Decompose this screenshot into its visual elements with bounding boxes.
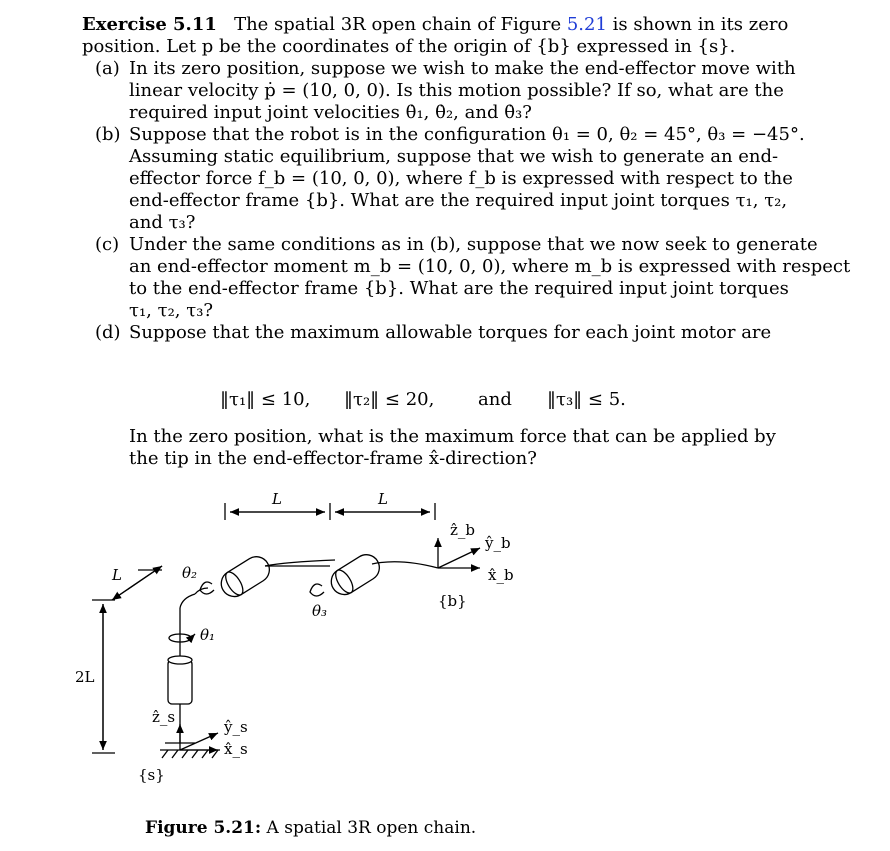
intro-line-2: position. Let p be the coordinates of the origin of {b} expressed in {s}. — [82, 36, 736, 57]
label-L-side: L — [112, 566, 122, 584]
torque-inequalities — [82, 389, 742, 413]
exercise-text — [82, 14, 851, 469]
label-yb: ŷ_b — [485, 534, 511, 552]
item-label: (a) — [95, 58, 120, 79]
item-c: (c) Under the same conditions as in (b), suppose that we now seek to generate an end-effector moment m_b = (10, 0, 0), where m_b is expressed with respect to the end-effector frame {b}. What are the required input joint torques τ₁, τ₂, τ₃? — [95, 234, 851, 321]
robot-figure — [60, 488, 680, 813]
top-dimension — [225, 490, 435, 520]
joint2-cylinder — [182, 552, 274, 602]
item-a: (a) In its zero position, suppose we wish to make the end-effector move with linear velocity ṗ = (10, 0, 0). Is this motion possible? If so, what are the required input joint velocities θ̇₁, θ̇₂, and θ̇₃? — [95, 58, 796, 123]
robot-base-link — [160, 594, 220, 758]
label-theta2: θ₂ — [182, 564, 198, 582]
tau1-limit: ‖τ₁‖ ≤ 10, — [220, 389, 311, 410]
joint1-rotation — [169, 626, 215, 644]
item-d: (d) Suppose that the maximum allowable torques for each joint motor are — [95, 322, 772, 343]
label-theta3: θ₃ — [312, 602, 328, 620]
item-b: (b) Suppose that the robot is in the configuration θ₁ = 0, θ₂ = 45°, θ₃ = −45°. Assuming static equilibrium, suppose that we wish to generate an end- effector force f_b = (10, 0, 0), where f_b is expressed with respect to the end-effector frame {b}. What are the required input joint torques τ₁, τ₂, and τ₃? — [95, 124, 805, 233]
final-question: In the zero position, what is the maximum force that can be applied by the tip in the end-effector-frame x̂-direction? — [129, 426, 776, 469]
label-L-2: L — [378, 490, 388, 508]
frame-b — [438, 521, 514, 610]
exercise-title: Exercise 5.11 — [82, 14, 217, 35]
item-label: (d) — [95, 322, 121, 343]
label-ys: ŷ_s — [224, 718, 248, 736]
item-label: (b) — [95, 124, 121, 145]
label-xb: x̂_b — [488, 566, 514, 584]
shoulder-offset-dimension — [111, 566, 162, 600]
label-theta1: θ₁ — [200, 626, 216, 644]
tau3-limit: ‖τ₃‖ ≤ 5. — [547, 389, 626, 410]
figure-caption — [145, 818, 476, 838]
link-1-curve — [265, 560, 335, 566]
frame-s — [138, 708, 248, 784]
caption-text: A spatial 3R open chain. — [261, 818, 477, 838]
intro-line-1: Exercise 5.11 The spatial 3R open chain of Figure 5.21 is shown in its zero — [82, 14, 789, 35]
label-zb: ẑ_b — [450, 521, 476, 539]
label-b-frame: {b} — [438, 592, 467, 610]
label-xs: x̂_s — [224, 740, 248, 758]
label-s-frame: {s} — [138, 766, 165, 784]
label-zs: ẑ_s — [152, 708, 176, 726]
label-2L: 2L — [75, 668, 95, 686]
height-dimension — [75, 600, 115, 753]
and-word: and — [478, 389, 512, 410]
label-L-1: L — [272, 490, 282, 508]
tau2-limit: ‖τ₂‖ ≤ 20, — [344, 389, 435, 410]
figure-link[interactable]: 5.21 — [566, 14, 607, 35]
item-label: (c) — [95, 234, 120, 255]
link-2 — [372, 562, 438, 568]
caption-label: Figure 5.21: — [145, 818, 262, 838]
